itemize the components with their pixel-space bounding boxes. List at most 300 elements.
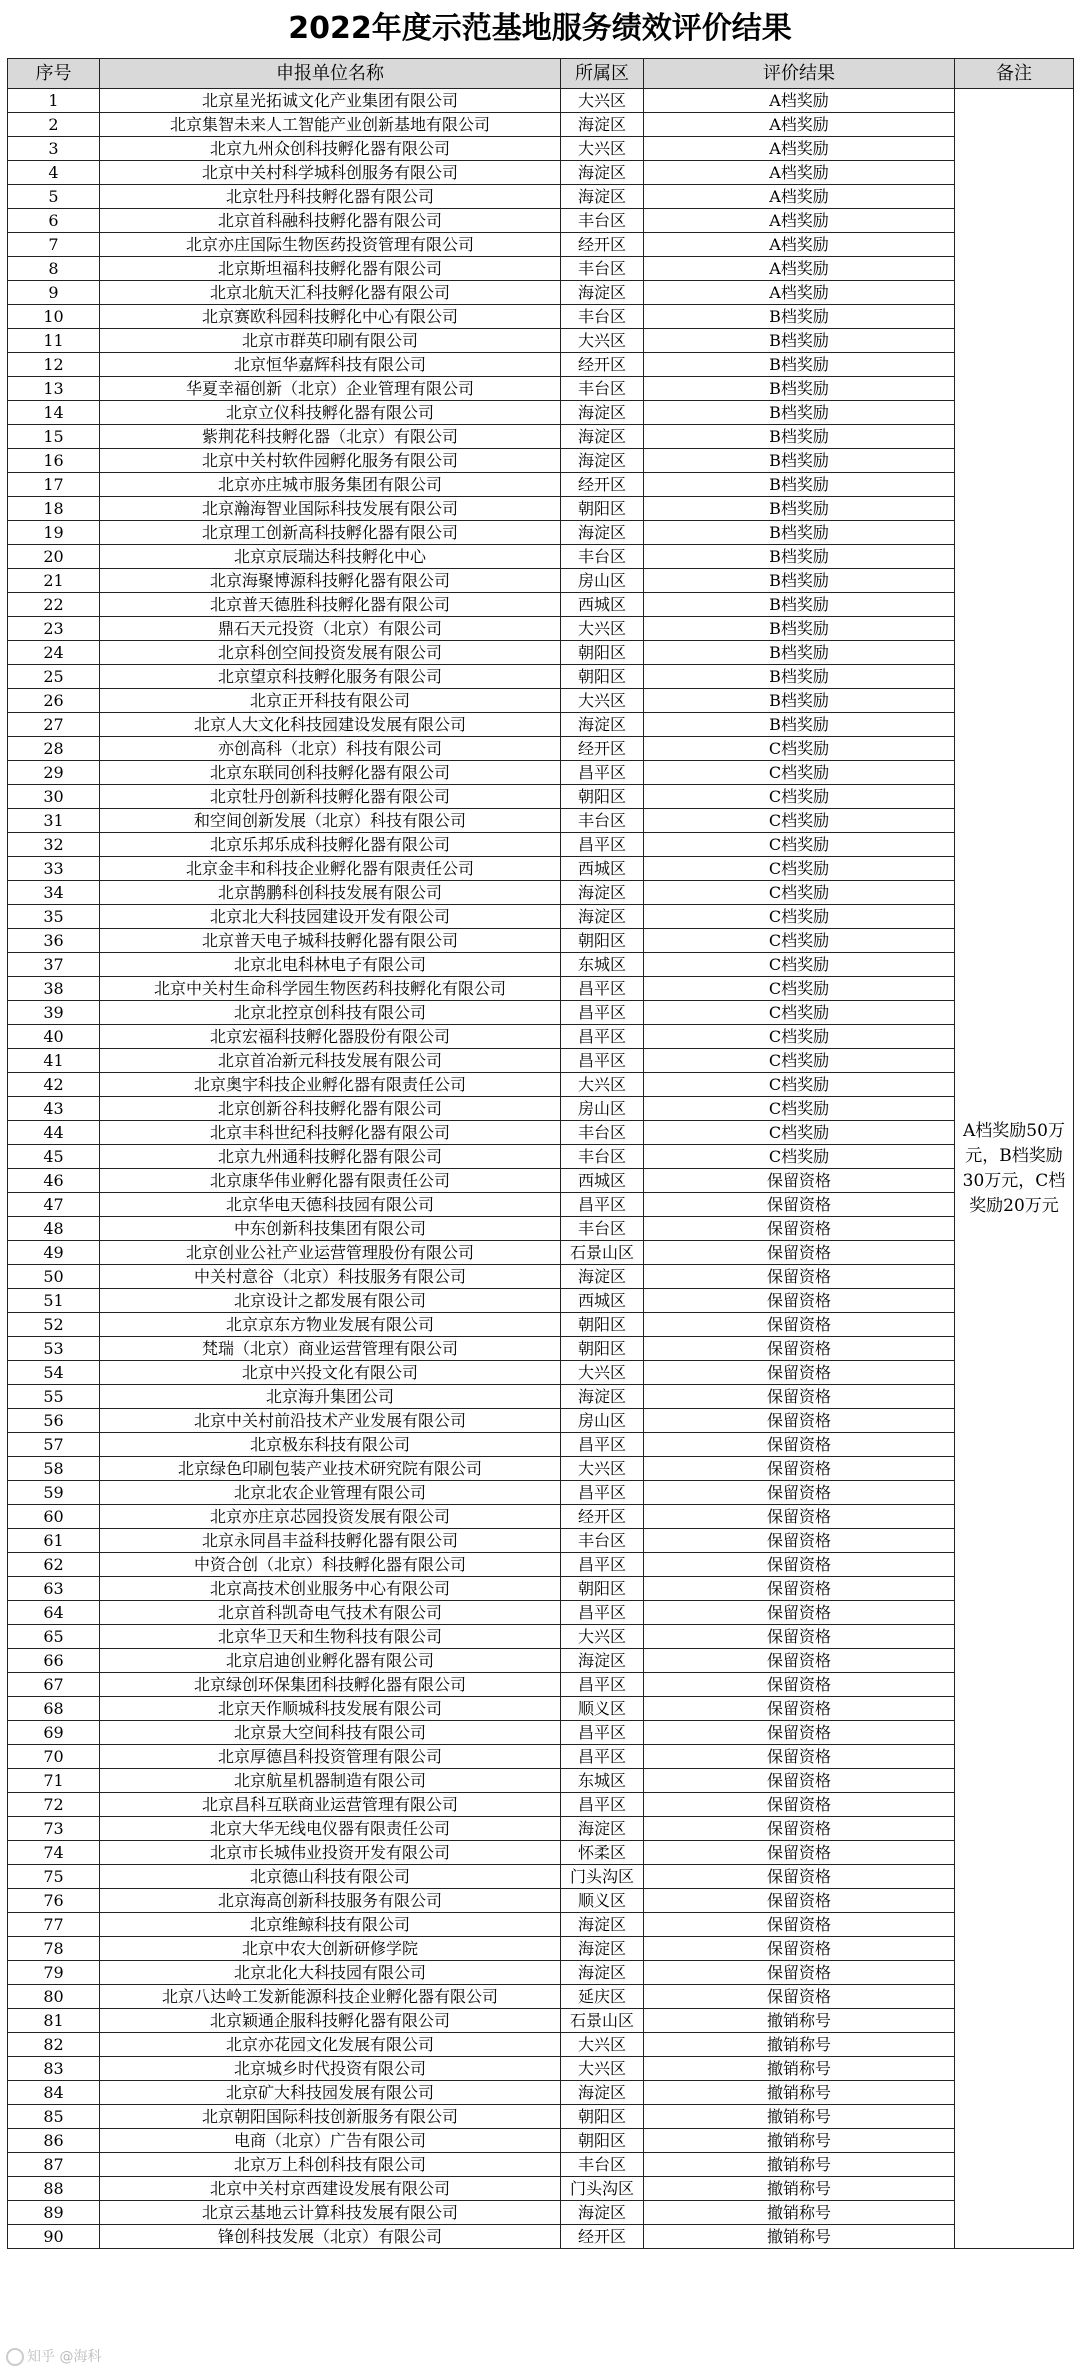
row-index: 36 bbox=[8, 929, 100, 953]
row-applicant: 北京科创空间投资发展有限公司 bbox=[100, 641, 561, 665]
row-applicant: 北京人大文化科技园建设发展有限公司 bbox=[100, 713, 561, 737]
row-applicant: 北京普天德胜科技孵化器有限公司 bbox=[100, 593, 561, 617]
table-row bbox=[8, 1265, 1074, 1289]
table-row bbox=[8, 401, 1074, 425]
table-row bbox=[8, 737, 1074, 761]
row-index: 84 bbox=[8, 2081, 100, 2105]
table-row bbox=[8, 1721, 1074, 1745]
row-applicant: 北京北航天汇科技孵化器有限公司 bbox=[100, 281, 561, 305]
row-result: 保留资格 bbox=[644, 1313, 955, 1337]
row-result: C档奖励 bbox=[644, 1145, 955, 1169]
table-row bbox=[8, 161, 1074, 185]
row-index: 66 bbox=[8, 1649, 100, 1673]
watermark-text: 知乎 @海科 bbox=[27, 2349, 102, 2365]
row-district: 顺义区 bbox=[561, 1889, 644, 1913]
row-applicant: 北京赛欧科园科技孵化中心有限公司 bbox=[100, 305, 561, 329]
row-result: 保留资格 bbox=[644, 1625, 955, 1649]
row-district: 海淀区 bbox=[561, 2201, 644, 2225]
table-body bbox=[8, 89, 1074, 2249]
table-row bbox=[8, 1553, 1074, 1577]
row-result: 保留资格 bbox=[644, 1457, 955, 1481]
row-district: 西城区 bbox=[561, 593, 644, 617]
row-index: 46 bbox=[8, 1169, 100, 1193]
table-row bbox=[8, 977, 1074, 1001]
row-result: 撤销称号 bbox=[644, 2105, 955, 2129]
table-row bbox=[8, 833, 1074, 857]
row-applicant: 北京牡丹科技孵化器有限公司 bbox=[100, 185, 561, 209]
row-district: 大兴区 bbox=[561, 1457, 644, 1481]
row-district: 海淀区 bbox=[561, 1649, 644, 1673]
row-district: 昌平区 bbox=[561, 1193, 644, 1217]
row-district: 朝阳区 bbox=[561, 665, 644, 689]
row-district: 昌平区 bbox=[561, 1049, 644, 1073]
row-district: 怀柔区 bbox=[561, 1841, 644, 1865]
row-index: 2 bbox=[8, 113, 100, 137]
row-district: 延庆区 bbox=[561, 1985, 644, 2009]
row-result: A档奖励 bbox=[644, 161, 955, 185]
row-index: 18 bbox=[8, 497, 100, 521]
results-table bbox=[7, 58, 1074, 2249]
row-result: 保留资格 bbox=[644, 1289, 955, 1313]
row-district: 海淀区 bbox=[561, 2081, 644, 2105]
row-applicant: 和空间创新发展（北京）科技有限公司 bbox=[100, 809, 561, 833]
row-applicant: 北京亦花园文化发展有限公司 bbox=[100, 2033, 561, 2057]
row-applicant: 北京北电科林电子有限公司 bbox=[100, 953, 561, 977]
row-result: B档奖励 bbox=[644, 617, 955, 641]
row-index: 40 bbox=[8, 1025, 100, 1049]
row-district: 海淀区 bbox=[561, 401, 644, 425]
row-district: 门头沟区 bbox=[561, 2177, 644, 2201]
row-index: 13 bbox=[8, 377, 100, 401]
row-index: 14 bbox=[8, 401, 100, 425]
table-header-row bbox=[8, 59, 1074, 89]
table-row bbox=[8, 473, 1074, 497]
row-index: 78 bbox=[8, 1937, 100, 1961]
row-index: 22 bbox=[8, 593, 100, 617]
row-district: 东城区 bbox=[561, 1769, 644, 1793]
row-index: 81 bbox=[8, 2009, 100, 2033]
row-district: 房山区 bbox=[561, 1097, 644, 1121]
row-result: 保留资格 bbox=[644, 1697, 955, 1721]
row-district: 海淀区 bbox=[561, 281, 644, 305]
row-index: 59 bbox=[8, 1481, 100, 1505]
row-district: 海淀区 bbox=[561, 713, 644, 737]
row-district: 石景山区 bbox=[561, 2009, 644, 2033]
table-row bbox=[8, 1697, 1074, 1721]
table-row bbox=[8, 89, 1074, 113]
table-row bbox=[8, 1937, 1074, 1961]
row-applicant: 北京中关村软件园孵化服务有限公司 bbox=[100, 449, 561, 473]
row-index: 89 bbox=[8, 2201, 100, 2225]
row-district: 西城区 bbox=[561, 857, 644, 881]
row-index: 23 bbox=[8, 617, 100, 641]
row-applicant: 梵瑞（北京）商业运营管理有限公司 bbox=[100, 1337, 561, 1361]
row-result: B档奖励 bbox=[644, 665, 955, 689]
row-result: 保留资格 bbox=[644, 1385, 955, 1409]
row-district: 丰台区 bbox=[561, 2153, 644, 2177]
row-result: 保留资格 bbox=[644, 1865, 955, 1889]
row-result: B档奖励 bbox=[644, 545, 955, 569]
row-applicant: 北京理工创新高科技孵化器有限公司 bbox=[100, 521, 561, 545]
row-index: 50 bbox=[8, 1265, 100, 1289]
table-row bbox=[8, 2009, 1074, 2033]
camera-icon bbox=[6, 2348, 24, 2366]
row-applicant: 亦创高科（北京）科技有限公司 bbox=[100, 737, 561, 761]
row-district: 海淀区 bbox=[561, 425, 644, 449]
row-applicant: 北京斯坦福科技孵化器有限公司 bbox=[100, 257, 561, 281]
row-district: 昌平区 bbox=[561, 1481, 644, 1505]
row-applicant: 北京九州通科技孵化器有限公司 bbox=[100, 1145, 561, 1169]
row-district: 朝阳区 bbox=[561, 641, 644, 665]
row-result: C档奖励 bbox=[644, 977, 955, 1001]
table-row bbox=[8, 2225, 1074, 2249]
row-result: 保留资格 bbox=[644, 1793, 955, 1817]
row-result: A档奖励 bbox=[644, 137, 955, 161]
table-row bbox=[8, 1769, 1074, 1793]
row-result: C档奖励 bbox=[644, 1001, 955, 1025]
row-index: 45 bbox=[8, 1145, 100, 1169]
remarks-note: A档奖励50万元，B档奖励30万元，C档奖励20万元 bbox=[955, 89, 1074, 2249]
row-applicant: 北京正开科技有限公司 bbox=[100, 689, 561, 713]
table-row bbox=[8, 1793, 1074, 1817]
row-result: C档奖励 bbox=[644, 953, 955, 977]
row-result: B档奖励 bbox=[644, 473, 955, 497]
row-applicant: 北京绿色印刷包装产业技术研究院有限公司 bbox=[100, 1457, 561, 1481]
row-result: B档奖励 bbox=[644, 425, 955, 449]
row-applicant: 北京颖通企服科技孵化器有限公司 bbox=[100, 2009, 561, 2033]
row-index: 82 bbox=[8, 2033, 100, 2057]
row-district: 海淀区 bbox=[561, 1961, 644, 1985]
row-index: 4 bbox=[8, 161, 100, 185]
row-result: 保留资格 bbox=[644, 1889, 955, 1913]
row-result: 保留资格 bbox=[644, 1337, 955, 1361]
row-result: B档奖励 bbox=[644, 641, 955, 665]
row-district: 东城区 bbox=[561, 953, 644, 977]
row-index: 15 bbox=[8, 425, 100, 449]
row-district: 大兴区 bbox=[561, 1361, 644, 1385]
row-result: 保留资格 bbox=[644, 1985, 955, 2009]
row-index: 19 bbox=[8, 521, 100, 545]
row-applicant: 北京北控京创科技有限公司 bbox=[100, 1001, 561, 1025]
row-index: 58 bbox=[8, 1457, 100, 1481]
row-index: 31 bbox=[8, 809, 100, 833]
table-row bbox=[8, 497, 1074, 521]
row-index: 62 bbox=[8, 1553, 100, 1577]
row-applicant: 北京中关村前沿技术产业发展有限公司 bbox=[100, 1409, 561, 1433]
row-district: 经开区 bbox=[561, 1505, 644, 1529]
row-applicant: 北京中兴投文化有限公司 bbox=[100, 1361, 561, 1385]
table-row bbox=[8, 2033, 1074, 2057]
row-index: 21 bbox=[8, 569, 100, 593]
row-district: 大兴区 bbox=[561, 2057, 644, 2081]
row-district: 海淀区 bbox=[561, 1265, 644, 1289]
row-result: A档奖励 bbox=[644, 233, 955, 257]
table-row bbox=[8, 593, 1074, 617]
row-applicant: 北京京辰瑞达科技孵化中心 bbox=[100, 545, 561, 569]
row-district: 昌平区 bbox=[561, 1601, 644, 1625]
row-applicant: 北京东联同创科技孵化器有限公司 bbox=[100, 761, 561, 785]
row-applicant: 北京亦庄国际生物医药投资管理有限公司 bbox=[100, 233, 561, 257]
row-district: 昌平区 bbox=[561, 833, 644, 857]
table-row bbox=[8, 1745, 1074, 1769]
table-row bbox=[8, 449, 1074, 473]
row-district: 丰台区 bbox=[561, 1217, 644, 1241]
table-row bbox=[8, 2081, 1074, 2105]
row-index: 34 bbox=[8, 881, 100, 905]
row-applicant: 北京九州众创科技孵化器有限公司 bbox=[100, 137, 561, 161]
row-district: 丰台区 bbox=[561, 305, 644, 329]
row-index: 5 bbox=[8, 185, 100, 209]
row-applicant: 北京德山科技有限公司 bbox=[100, 1865, 561, 1889]
row-index: 64 bbox=[8, 1601, 100, 1625]
row-index: 47 bbox=[8, 1193, 100, 1217]
row-result: 撤销称号 bbox=[644, 2177, 955, 2201]
row-applicant: 北京海聚博源科技孵化器有限公司 bbox=[100, 569, 561, 593]
row-result: 保留资格 bbox=[644, 1409, 955, 1433]
row-result: B档奖励 bbox=[644, 521, 955, 545]
row-district: 丰台区 bbox=[561, 1529, 644, 1553]
row-index: 76 bbox=[8, 1889, 100, 1913]
row-applicant: 北京景大空间科技有限公司 bbox=[100, 1721, 561, 1745]
row-index: 42 bbox=[8, 1073, 100, 1097]
row-district: 西城区 bbox=[561, 1289, 644, 1313]
table-row bbox=[8, 953, 1074, 977]
row-index: 72 bbox=[8, 1793, 100, 1817]
table-row bbox=[8, 1241, 1074, 1265]
row-applicant: 北京望京科技孵化服务有限公司 bbox=[100, 665, 561, 689]
table-row bbox=[8, 689, 1074, 713]
row-district: 海淀区 bbox=[561, 1937, 644, 1961]
table-row bbox=[8, 1577, 1074, 1601]
table-row bbox=[8, 1385, 1074, 1409]
row-index: 57 bbox=[8, 1433, 100, 1457]
row-result: A档奖励 bbox=[644, 209, 955, 233]
row-applicant: 北京朝阳国际科技创新服务有限公司 bbox=[100, 2105, 561, 2129]
row-applicant: 北京绿创环保集团科技孵化器有限公司 bbox=[100, 1673, 561, 1697]
row-index: 85 bbox=[8, 2105, 100, 2129]
table-row bbox=[8, 1457, 1074, 1481]
row-result: B档奖励 bbox=[644, 305, 955, 329]
row-result: A档奖励 bbox=[644, 113, 955, 137]
row-result: 撤销称号 bbox=[644, 2033, 955, 2057]
row-district: 大兴区 bbox=[561, 1073, 644, 1097]
row-district: 经开区 bbox=[561, 233, 644, 257]
row-result: 保留资格 bbox=[644, 1769, 955, 1793]
table-row bbox=[8, 1289, 1074, 1313]
table-row bbox=[8, 1217, 1074, 1241]
row-applicant: 北京乐邦乐成科技孵化器有限公司 bbox=[100, 833, 561, 857]
row-district: 丰台区 bbox=[561, 257, 644, 281]
row-applicant: 中资合创（北京）科技孵化器有限公司 bbox=[100, 1553, 561, 1577]
row-district: 朝阳区 bbox=[561, 1337, 644, 1361]
table-row bbox=[8, 569, 1074, 593]
table-row bbox=[8, 785, 1074, 809]
row-result: C档奖励 bbox=[644, 785, 955, 809]
row-index: 56 bbox=[8, 1409, 100, 1433]
row-result: 保留资格 bbox=[644, 1193, 955, 1217]
table-row bbox=[8, 1625, 1074, 1649]
table-row bbox=[8, 881, 1074, 905]
row-district: 朝阳区 bbox=[561, 929, 644, 953]
row-result: 保留资格 bbox=[644, 1601, 955, 1625]
table-row bbox=[8, 1097, 1074, 1121]
table-row bbox=[8, 1889, 1074, 1913]
row-result: 保留资格 bbox=[644, 1913, 955, 1937]
row-index: 87 bbox=[8, 2153, 100, 2177]
row-index: 26 bbox=[8, 689, 100, 713]
table-row bbox=[8, 857, 1074, 881]
row-district: 朝阳区 bbox=[561, 1313, 644, 1337]
row-index: 83 bbox=[8, 2057, 100, 2081]
row-applicant: 北京立仪科技孵化器有限公司 bbox=[100, 401, 561, 425]
row-district: 大兴区 bbox=[561, 329, 644, 353]
row-district: 海淀区 bbox=[561, 1385, 644, 1409]
row-index: 16 bbox=[8, 449, 100, 473]
table-row bbox=[8, 2153, 1074, 2177]
row-result: 撤销称号 bbox=[644, 2225, 955, 2249]
row-applicant: 中关村意谷（北京）科技服务有限公司 bbox=[100, 1265, 561, 1289]
table-row bbox=[8, 425, 1074, 449]
table-row bbox=[8, 137, 1074, 161]
row-result: B档奖励 bbox=[644, 401, 955, 425]
row-district: 海淀区 bbox=[561, 113, 644, 137]
table-row bbox=[8, 713, 1074, 737]
row-district: 大兴区 bbox=[561, 1625, 644, 1649]
row-district: 丰台区 bbox=[561, 545, 644, 569]
row-result: 保留资格 bbox=[644, 1553, 955, 1577]
row-district: 大兴区 bbox=[561, 89, 644, 113]
row-index: 38 bbox=[8, 977, 100, 1001]
table-row bbox=[8, 1841, 1074, 1865]
row-index: 3 bbox=[8, 137, 100, 161]
table-row bbox=[8, 1673, 1074, 1697]
table-row bbox=[8, 1361, 1074, 1385]
row-result: C档奖励 bbox=[644, 1121, 955, 1145]
row-index: 80 bbox=[8, 1985, 100, 2009]
row-result: 保留资格 bbox=[644, 1433, 955, 1457]
row-applicant: 北京创新谷科技孵化器有限公司 bbox=[100, 1097, 561, 1121]
table-row bbox=[8, 353, 1074, 377]
row-applicant: 北京天作顺城科技发展有限公司 bbox=[100, 1697, 561, 1721]
row-index: 17 bbox=[8, 473, 100, 497]
row-applicant: 北京北大科技园建设开发有限公司 bbox=[100, 905, 561, 929]
row-applicant: 锋创科技发展（北京）有限公司 bbox=[100, 2225, 561, 2249]
row-index: 54 bbox=[8, 1361, 100, 1385]
row-applicant: 北京矿大科技园发展有限公司 bbox=[100, 2081, 561, 2105]
row-applicant: 鼎石天元投资（北京）有限公司 bbox=[100, 617, 561, 641]
row-applicant: 北京首冶新元科技发展有限公司 bbox=[100, 1049, 561, 1073]
table-row bbox=[8, 257, 1074, 281]
row-index: 55 bbox=[8, 1385, 100, 1409]
row-index: 35 bbox=[8, 905, 100, 929]
row-index: 8 bbox=[8, 257, 100, 281]
row-applicant: 北京永同昌丰益科技孵化器有限公司 bbox=[100, 1529, 561, 1553]
row-result: B档奖励 bbox=[644, 569, 955, 593]
table-row bbox=[8, 281, 1074, 305]
row-result: 保留资格 bbox=[644, 1361, 955, 1385]
row-index: 74 bbox=[8, 1841, 100, 1865]
table-row bbox=[8, 1961, 1074, 1985]
row-district: 昌平区 bbox=[561, 977, 644, 1001]
row-result: C档奖励 bbox=[644, 809, 955, 833]
row-district: 昌平区 bbox=[561, 1025, 644, 1049]
header-applicant: 申报单位名称 bbox=[100, 59, 561, 89]
row-index: 7 bbox=[8, 233, 100, 257]
row-applicant: 北京厚德昌科投资管理有限公司 bbox=[100, 1745, 561, 1769]
watermark bbox=[6, 2345, 101, 2369]
table-row bbox=[8, 1169, 1074, 1193]
row-index: 52 bbox=[8, 1313, 100, 1337]
table-row bbox=[8, 1337, 1074, 1361]
row-applicant: 北京牡丹创新科技孵化器有限公司 bbox=[100, 785, 561, 809]
row-district: 丰台区 bbox=[561, 1145, 644, 1169]
table-row bbox=[8, 1913, 1074, 1937]
row-applicant: 北京启迪创业孵化器有限公司 bbox=[100, 1649, 561, 1673]
row-result: B档奖励 bbox=[644, 689, 955, 713]
row-result: C档奖励 bbox=[644, 857, 955, 881]
table-row bbox=[8, 1313, 1074, 1337]
row-applicant: 北京海升集团公司 bbox=[100, 1385, 561, 1409]
row-result: 撤销称号 bbox=[644, 2153, 955, 2177]
row-index: 60 bbox=[8, 1505, 100, 1529]
row-applicant: 电商（北京）广告有限公司 bbox=[100, 2129, 561, 2153]
row-result: B档奖励 bbox=[644, 377, 955, 401]
row-district: 朝阳区 bbox=[561, 2129, 644, 2153]
table-row bbox=[8, 2105, 1074, 2129]
row-result: 保留资格 bbox=[644, 1745, 955, 1769]
row-result: B档奖励 bbox=[644, 497, 955, 521]
row-result: C档奖励 bbox=[644, 761, 955, 785]
row-applicant: 北京亦庄城市服务集团有限公司 bbox=[100, 473, 561, 497]
row-result: 撤销称号 bbox=[644, 2057, 955, 2081]
row-district: 海淀区 bbox=[561, 521, 644, 545]
row-applicant: 紫荆花科技孵化器（北京）有限公司 bbox=[100, 425, 561, 449]
row-index: 10 bbox=[8, 305, 100, 329]
row-index: 51 bbox=[8, 1289, 100, 1313]
row-district: 经开区 bbox=[561, 737, 644, 761]
row-index: 49 bbox=[8, 1241, 100, 1265]
row-applicant: 中东创新科技集团有限公司 bbox=[100, 1217, 561, 1241]
row-result: C档奖励 bbox=[644, 737, 955, 761]
row-district: 房山区 bbox=[561, 1409, 644, 1433]
table-row bbox=[8, 1865, 1074, 1889]
row-result: 保留资格 bbox=[644, 1937, 955, 1961]
row-applicant: 北京维鲸科技有限公司 bbox=[100, 1913, 561, 1937]
row-result: 保留资格 bbox=[644, 1673, 955, 1697]
table-row bbox=[8, 2129, 1074, 2153]
row-applicant: 北京万上科创科技有限公司 bbox=[100, 2153, 561, 2177]
row-applicant: 北京华电天德科技园有限公司 bbox=[100, 1193, 561, 1217]
table-row bbox=[8, 329, 1074, 353]
table-row bbox=[8, 377, 1074, 401]
row-district: 海淀区 bbox=[561, 1817, 644, 1841]
header-result: 评价结果 bbox=[644, 59, 955, 89]
row-district: 昌平区 bbox=[561, 1433, 644, 1457]
row-district: 大兴区 bbox=[561, 2033, 644, 2057]
header-district: 所属区 bbox=[561, 59, 644, 89]
row-index: 48 bbox=[8, 1217, 100, 1241]
row-district: 经开区 bbox=[561, 473, 644, 497]
table-row bbox=[8, 1121, 1074, 1145]
row-district: 昌平区 bbox=[561, 1745, 644, 1769]
row-applicant: 北京云基地云计算科技发展有限公司 bbox=[100, 2201, 561, 2225]
table-row bbox=[8, 1025, 1074, 1049]
row-index: 37 bbox=[8, 953, 100, 977]
header-index: 序号 bbox=[8, 59, 100, 89]
row-index: 67 bbox=[8, 1673, 100, 1697]
row-applicant: 北京航星机器制造有限公司 bbox=[100, 1769, 561, 1793]
table-row bbox=[8, 665, 1074, 689]
